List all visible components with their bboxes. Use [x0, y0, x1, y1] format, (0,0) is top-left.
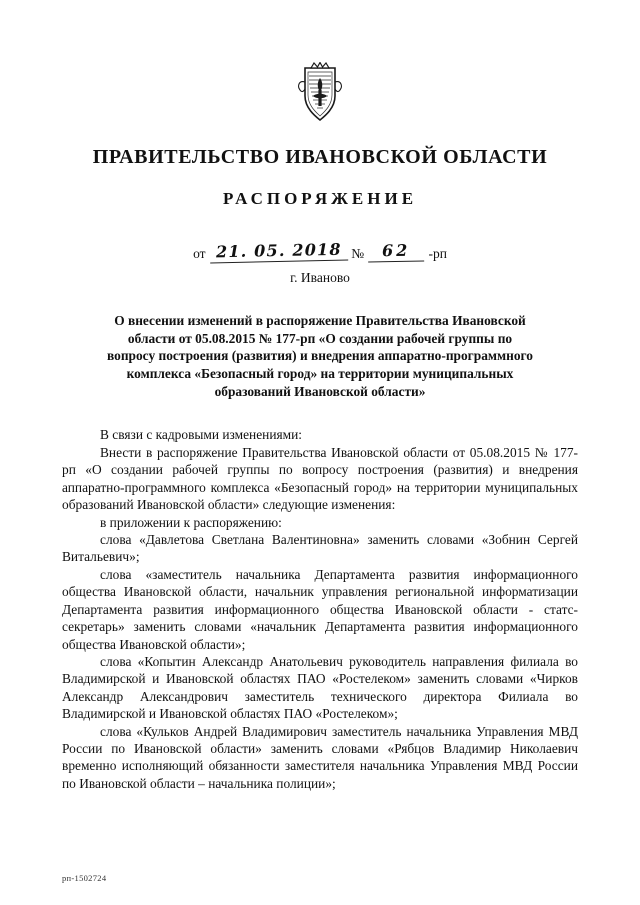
- number-handwritten: 62: [368, 241, 425, 263]
- organization-title: ПРАВИТЕЛЬСТВО ИВАНОВСКОЙ ОБЛАСТИ: [92, 146, 548, 168]
- body-paragraph: В связи с кадровыми изменениями:: [100, 427, 303, 443]
- document-code: рп-1502724: [62, 873, 107, 883]
- document-type-heading: РАСПОРЯЖЕНИЕ: [222, 189, 418, 208]
- number-sign: №: [351, 246, 365, 261]
- date-handwritten: 21. 05. 2018: [209, 240, 347, 264]
- coat-of-arms-icon: [291, 62, 349, 126]
- body-paragraph: слова «Кульков Андрей Владимирович заместитель начальника Управления МВД России по Ивановской области» заменить словами «Рябцов Владимир Николаевич временно исполняющий обязанности заместителя начальника Управления МВД России по Ивановской области – начальника полиции»;: [62, 723, 578, 791]
- emblem-container: [62, 0, 578, 128]
- from-label: от: [193, 246, 206, 261]
- body-paragraph: Внести в распоряжение Правительства Ивановской области от 05.08.2015 № 177-рп «О создании рабочей группы по вопросу построения (развития) и внедрения аппаратно-программного комплекса «Безопасный город» на территории муниципальных образований Ивановской области» следующие изменения:: [62, 444, 578, 513]
- number-suffix: -рп: [428, 246, 447, 261]
- document-body: [62, 426, 578, 792]
- body-paragraph: слова «заместитель начальника Департамента развития информационного общества Ивановской области, начальник управления региональной информатизации Департамента развития информационного общества Ивановской области - статс-секретарь» заменить словами «начальник Департамента развития информационного общества Ивановской области»;: [62, 566, 578, 652]
- document-title: О внесении изменений в распоряжение Правительства Ивановской области от 05.08.2015 № 177-рп «О создании рабочей группы по вопросу построения (развития) и внедрения аппаратно-программного комплекса «Безопасный город» на территории муниципальных образований Ивановской области»: [106, 313, 533, 399]
- city-label: г. Иваново: [290, 270, 350, 285]
- body-paragraph: слова «Давлетова Светлана Валентиновна» заменить словами «Зобнин Сергей Витальевич»;: [62, 531, 578, 565]
- body-paragraph: в приложении к распоряжению:: [100, 514, 282, 530]
- body-paragraph: слова «Копытин Александр Анатольевич руководитель направления филиала во Владимирской и Ивановской областях ПАО «Ростелеком» заменить словами «Чирков Александр Александрович заместитель технического директора Филиала во Владимирской и Ивановской областях ПАО «Ростелеком»;: [62, 653, 578, 722]
- dateline: [62, 241, 578, 263]
